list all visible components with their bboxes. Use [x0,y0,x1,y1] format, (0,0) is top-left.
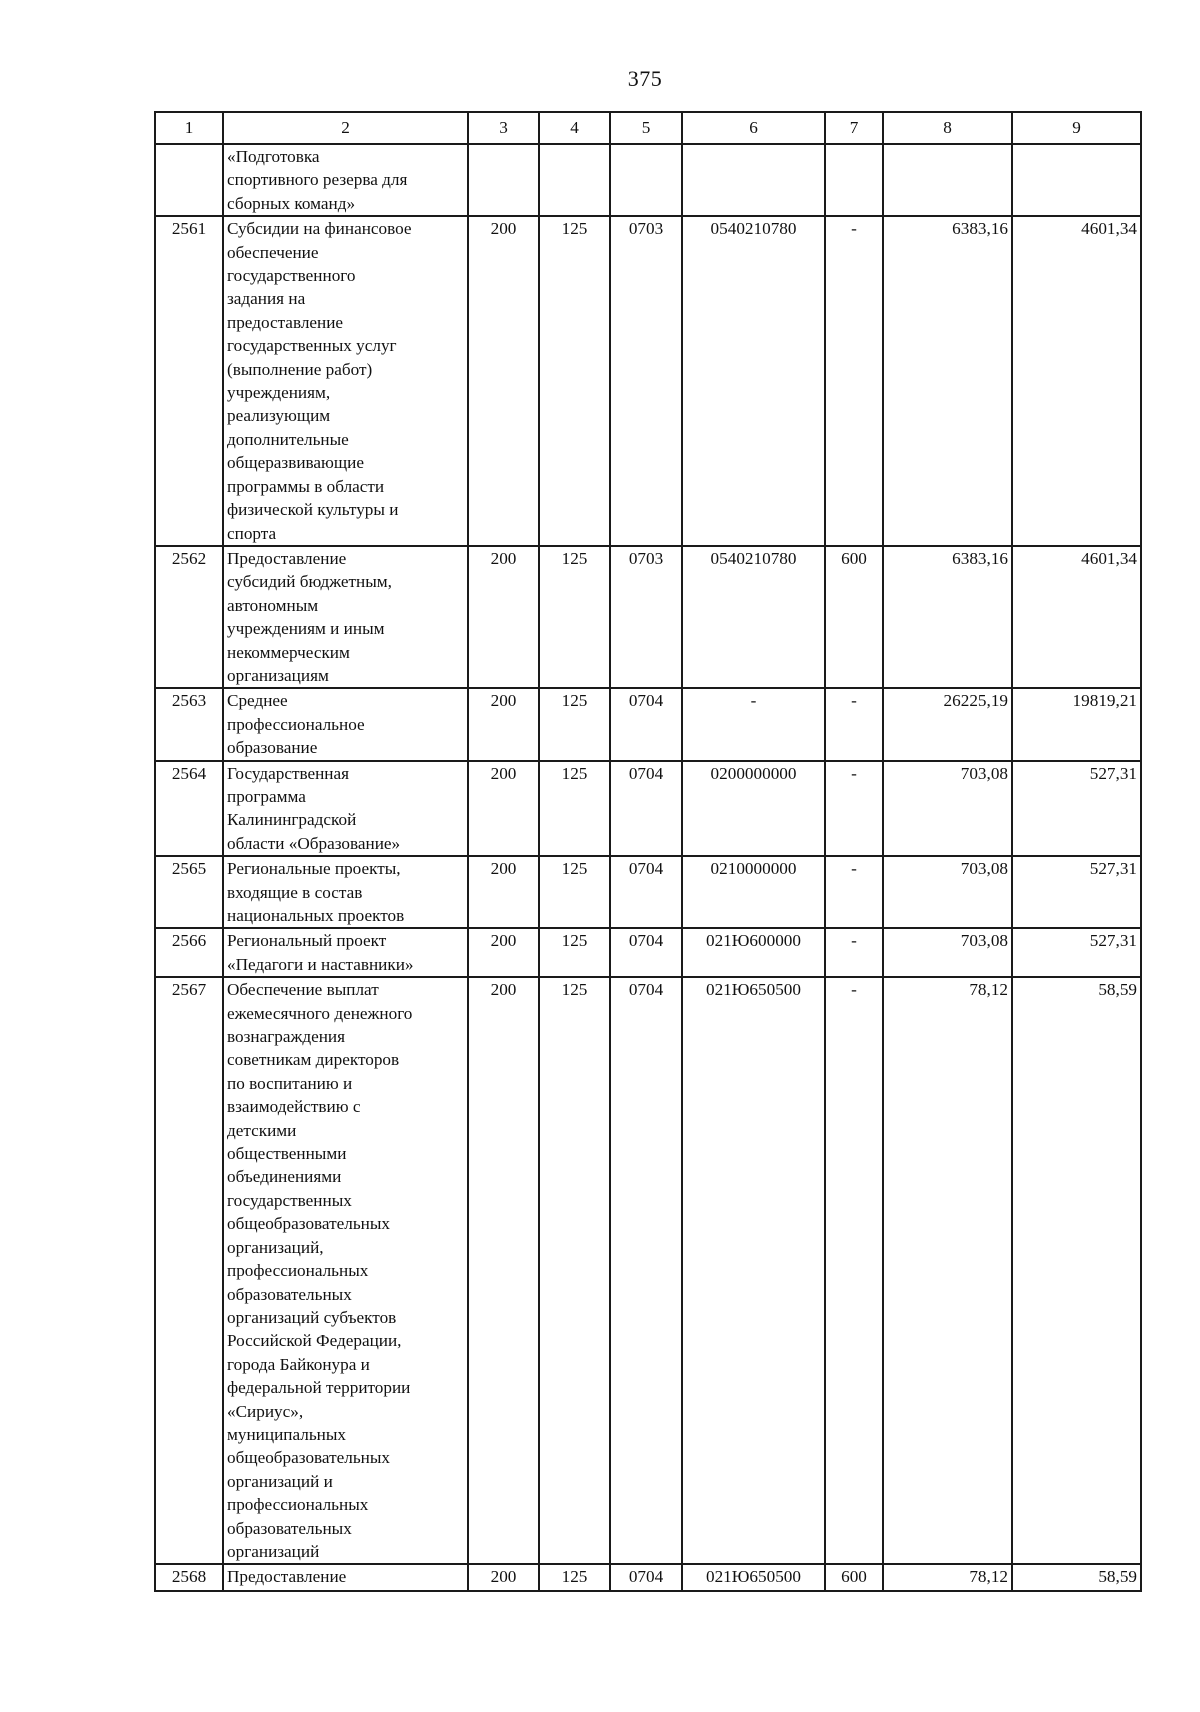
target-article-text: 021Ю650500 [705,1567,801,1587]
item-name-text: Предоставление [227,1567,347,1587]
amount-col8-text: 703,08 [960,763,1008,783]
table-row [155,216,1141,546]
expense-type-cell [825,144,883,216]
admin-code-text: 125 [561,219,588,239]
ministry-code-text: 200 [490,691,517,711]
section-code-text: 0704 [628,931,664,951]
ministry-code-cell [468,856,539,928]
item-name-cell [223,144,468,216]
section-code-cell [610,1564,682,1591]
row-number-cell [155,761,223,857]
target-article-cell [682,1564,825,1591]
row-number-text: 2563 [171,691,207,711]
header-cell-2: 2 [223,112,468,144]
section-code-cell [610,977,682,1564]
amount-col9-cell [1012,546,1141,688]
header-cell-4: 4 [539,112,610,144]
row-number-text: 2562 [171,548,207,568]
header-cell-6: 6 [682,112,825,144]
expense-type-cell [825,977,883,1564]
amount-col9-cell [1012,216,1141,546]
row-number-text: 2564 [171,763,207,783]
amount-col8-cell [883,928,1012,977]
amount-col9-text: 527,31 [1089,859,1137,879]
ministry-code-cell [468,688,539,760]
amount-col8-cell [883,856,1012,928]
item-name-text: Среднее профессиональное образование [227,691,365,758]
ministry-code-cell [468,144,539,216]
ministry-code-cell [468,977,539,1564]
budget-table [154,111,1142,1592]
target-article-text: 0540210780 [710,219,797,239]
admin-code-cell [539,144,610,216]
item-name-cell [223,977,468,1564]
section-code-cell [610,216,682,546]
section-code-text: 0704 [628,691,664,711]
amount-col9-cell [1012,688,1141,760]
row-number-text: 2561 [171,219,207,239]
amount-col9-text: 58,59 [1098,1567,1137,1587]
section-code-text: 0703 [628,219,664,239]
row-number-cell [155,928,223,977]
item-name-cell [223,856,468,928]
amount-col8-text: 703,08 [960,859,1008,879]
target-article-text: 0200000000 [710,763,797,783]
amount-col8-text: 6383,16 [952,548,1008,568]
expense-type-text: - [851,763,857,783]
row-number-text: 2566 [171,931,207,951]
amount-col9-cell [1012,928,1141,977]
row-number-cell [155,216,223,546]
row-number-cell [155,1564,223,1591]
amount-col8-cell [883,1564,1012,1591]
row-number-cell [155,977,223,1564]
admin-code-text: 125 [561,859,588,879]
amount-col9-text: 527,31 [1089,763,1137,783]
section-code-cell [610,761,682,857]
item-name-text: Региональные проекты, входящие в состав национальных проектов [227,859,405,925]
target-article-cell [682,928,825,977]
expense-type-text: - [851,980,857,1000]
target-article-cell [682,144,825,216]
amount-col8-cell [883,144,1012,216]
admin-code-text: 125 [561,1567,588,1587]
amount-col8-cell [883,546,1012,688]
table-row [155,856,1141,928]
section-code-text: 0704 [628,859,664,879]
table-row [155,1564,1141,1591]
row-number-cell [155,144,223,216]
section-code-text: 0703 [628,548,664,568]
item-name-cell [223,1564,468,1591]
ministry-code-cell [468,761,539,857]
table-body [155,144,1141,1591]
amount-col8-text: 6383,16 [952,219,1008,239]
section-code-text: 0704 [628,763,664,783]
table-row [155,144,1141,216]
admin-code-cell [539,216,610,546]
row-number-cell [155,688,223,760]
item-name-cell [223,216,468,546]
header-cell-8: 8 [883,112,1012,144]
target-article-text: - [750,691,757,711]
item-name-text: Государственная программа Калининградской области «Образование» [227,763,401,853]
row-number-text: 2567 [171,980,207,1000]
amount-col9-cell [1012,1564,1141,1591]
amount-col9-cell [1012,856,1141,928]
header-row [155,112,1141,144]
target-article-text: 021Ю600000 [705,931,801,951]
admin-code-text: 125 [561,548,588,568]
ministry-code-text: 200 [490,859,517,879]
target-article-cell [682,546,825,688]
header-cell-3: 3 [468,112,539,144]
item-name-cell [223,928,468,977]
section-code-text: 0704 [628,980,664,1000]
amount-col9-text: 19819,21 [1072,691,1137,711]
section-code-cell [610,144,682,216]
table-row [155,546,1141,688]
expense-type-text: 600 [841,1567,867,1587]
table-row [155,928,1141,977]
item-name-cell [223,546,468,688]
target-article-cell [682,761,825,857]
target-article-text: 0540210780 [710,548,797,568]
expense-type-cell [825,1564,883,1591]
expense-type-cell [825,546,883,688]
target-article-cell [682,977,825,1564]
admin-code-cell [539,688,610,760]
row-number-cell [155,546,223,688]
admin-code-cell [539,977,610,1564]
table-row [155,977,1141,1564]
item-name-cell [223,761,468,857]
admin-code-cell [539,856,610,928]
item-name-text: Субсидии на финансовое обеспечение государственного задания на предоставление государственных услуг (выполнение работ) учреждениям, реализующим дополнительные общеразвивающие программы в области физической культуры и спорта [227,219,412,543]
page-number: 375 [627,66,663,91]
expense-type-cell [825,688,883,760]
table-row [155,688,1141,760]
section-code-cell [610,856,682,928]
ministry-code-text: 200 [490,219,517,239]
row-number-text: 2565 [171,859,207,879]
admin-code-cell [539,1564,610,1591]
expense-type-cell [825,216,883,546]
expense-type-cell [825,856,883,928]
section-code-text: 0704 [628,1567,664,1587]
amount-col9-cell [1012,144,1141,216]
amount-col8-text: 26225,19 [943,691,1008,711]
expense-type-text: - [851,931,857,951]
amount-col8-cell [883,761,1012,857]
header-cell-1: 1 [155,112,223,144]
expense-type-text: 600 [841,548,867,568]
ministry-code-text: 200 [490,548,517,568]
expense-type-text: - [851,859,857,879]
table-row [155,761,1141,857]
target-article-cell [682,688,825,760]
admin-code-text: 125 [561,691,588,711]
ministry-code-text: 200 [490,980,517,1000]
admin-code-text: 125 [561,980,588,1000]
ministry-code-cell [468,928,539,977]
item-name-text: Предоставление субсидий бюджетным, автономным учреждениям и иным некоммерческим организациям [227,548,392,685]
amount-col9-text: 527,31 [1089,931,1137,951]
amount-col9-cell [1012,977,1141,1564]
item-name-cell [223,688,468,760]
section-code-cell [610,688,682,760]
target-article-cell [682,216,825,546]
expense-type-cell [825,928,883,977]
ministry-code-cell [468,1564,539,1591]
ministry-code-cell [468,546,539,688]
item-name-text: «Подготовка спортивного резерва для сборных команд» [227,147,408,213]
section-code-cell [610,928,682,977]
amount-col8-text: 78,12 [969,1567,1008,1587]
amount-col9-text: 4601,34 [1081,219,1137,239]
header-cell-7: 7 [825,112,883,144]
admin-code-cell [539,761,610,857]
ministry-code-cell [468,216,539,546]
target-article-cell [682,856,825,928]
section-code-cell [610,546,682,688]
amount-col8-text: 703,08 [960,931,1008,951]
amount-col8-cell [883,977,1012,1564]
amount-col9-text: 4601,34 [1081,548,1137,568]
admin-code-cell [539,546,610,688]
amount-col8-cell [883,688,1012,760]
admin-code-text: 125 [561,763,588,783]
expense-type-cell [825,761,883,857]
ministry-code-text: 200 [490,931,517,951]
target-article-text: 0210000000 [710,859,797,879]
admin-code-cell [539,928,610,977]
item-name-text: Региональный проект «Педагоги и наставники» [227,931,414,974]
amount-col8-cell [883,216,1012,546]
target-article-text: 021Ю650500 [705,980,801,1000]
ministry-code-text: 200 [490,763,517,783]
admin-code-text: 125 [561,931,588,951]
amount-col8-text: 78,12 [969,980,1008,1000]
header-cell-5: 5 [610,112,682,144]
expense-type-text: - [851,219,857,239]
row-number-cell [155,856,223,928]
ministry-code-text: 200 [490,1567,517,1587]
row-number-text: 2568 [171,1567,207,1587]
amount-col9-text: 58,59 [1098,980,1137,1000]
header-cell-9: 9 [1012,112,1141,144]
amount-col9-cell [1012,761,1141,857]
item-name-text: Обеспечение выплат ежемесячного денежного вознаграждения советникам директоров по воспитанию и взаимодействию с детскими общественными объединениями государственных общеобразовательных организаций, профессиональных образовательных организаций субъектов Российской Федерации, города Байконура и федеральной территории «Сириус», муниципальных общеобразовательных организаций и профессиональных образовательных организаций [227,980,413,1561]
expense-type-text: - [851,691,857,711]
